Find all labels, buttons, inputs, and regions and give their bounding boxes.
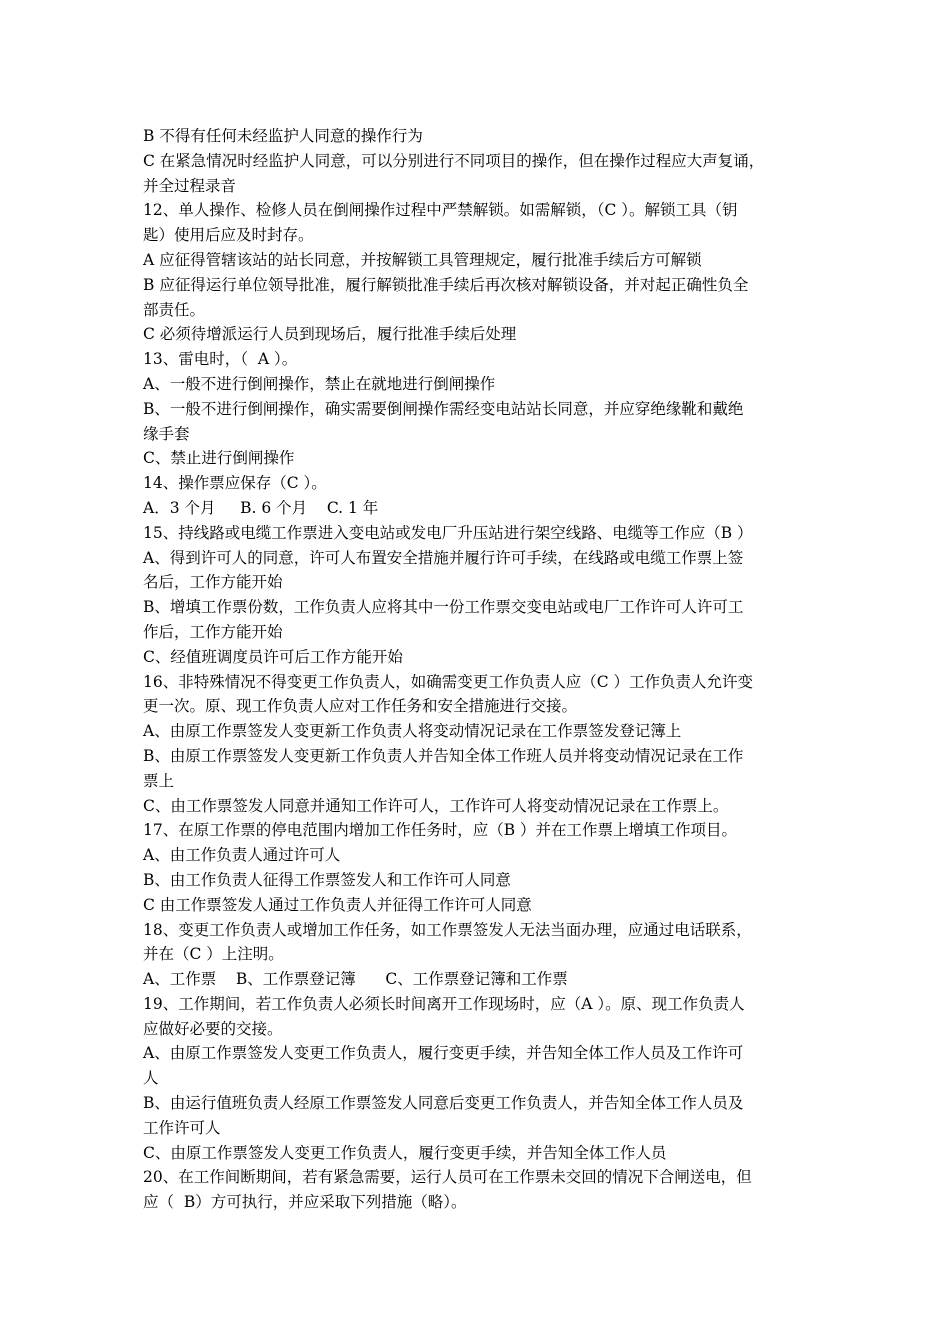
text-line: B、由运行值班负责人经原工作票签发人同意后变更工作负责人，并告知全体工作人员及 bbox=[143, 1094, 744, 1113]
text-line: 17、在原工作票的停电范围内增加工作任务时，应（B ）并在工作票上增填工作项目。 bbox=[143, 821, 738, 840]
text-line: C、禁止进行倒闸操作 bbox=[143, 449, 295, 468]
text-line: 应做好必要的交接。 bbox=[143, 1019, 283, 1038]
text-line: A、得到许可人的同意，许可人布置安全措施并履行许可手续，在线路或电缆工作票上签 bbox=[143, 548, 744, 567]
text-line: 20、在工作间断期间，若有紧急需要，运行人员可在工作票未交回的情况下合闸送电，但 bbox=[143, 1168, 752, 1187]
text-line: B、一般不进行倒闸操作，确实需要倒闸操作需经变电站站长同意，并应穿绝缘靴和戴绝 bbox=[143, 399, 744, 418]
text-line: A、工作票 B、工作票登记簿 C、工作票登记簿和工作票 bbox=[143, 970, 568, 989]
text-line: 并全过程录音 bbox=[143, 176, 237, 195]
text-line: 14、操作票应保存（C ）。 bbox=[143, 474, 327, 493]
text-line: 匙）使用后应及时封存。 bbox=[143, 226, 314, 245]
text-line: 票上 bbox=[143, 771, 175, 790]
text-line: 更一次。原、现工作负责人应对工作任务和安全措施进行交接。 bbox=[143, 697, 578, 716]
text-line: B、增填工作票份数，工作负责人应将其中一份工作票交变电站或电厂工作许可人许可工 bbox=[143, 598, 744, 617]
text-line: 人 bbox=[143, 1069, 159, 1088]
text-line: B、由原工作票签发人变更新工作负责人并告知全体工作班人员并将变动情况记录在工作 bbox=[143, 746, 744, 765]
text-line: A．3 个月 B. 6 个月 C. 1 年 bbox=[143, 498, 379, 517]
text-line: 15、持线路或电缆工作票进入变电站或发电厂升压站进行架空线路、电缆等工作应（B ） bbox=[143, 523, 753, 542]
text-line: 作后，工作方能开始 bbox=[143, 622, 283, 641]
text-line: 13、雷电时，（ A ）。 bbox=[143, 350, 298, 369]
text-line: C、由工作票签发人同意并通知工作许可人，工作许可人将变动情况记录在工作票上。 bbox=[143, 796, 729, 815]
text-line: A、由原工作票签发人变更新工作负责人将变动情况记录在工作票签发登记簿上 bbox=[143, 722, 682, 741]
text-line: 19、工作期间，若工作负责人必须长时间离开工作现场时，应（A ）。原、现工作负责人 bbox=[143, 994, 745, 1013]
text-line: 18、变更工作负责人或增加工作任务，如工作票签发人无法当面办理，应通过电话联系， bbox=[143, 920, 752, 939]
text-line: 部责任。 bbox=[143, 300, 206, 319]
text-line: A、由原工作票签发人变更工作负责人，履行变更手续，并告知全体工作人员及工作许可 bbox=[143, 1044, 744, 1063]
text-line: 并在（C ）上注明。 bbox=[143, 945, 284, 964]
text-line: C、经值班调度员许可后工作方能开始 bbox=[143, 647, 403, 666]
text-line: 名后，工作方能开始 bbox=[143, 573, 283, 592]
text-line: C 在紧急情况时经监护人同意，可以分别进行不同项目的操作，但在操作过程应大声复诵， bbox=[143, 151, 765, 170]
text-line: B、由工作负责人征得工作票签发人和工作许可人同意 bbox=[143, 870, 511, 889]
text-line: A、由工作负责人通过许可人 bbox=[143, 846, 341, 865]
text-line: B 应征得运行单位领导批准，履行解锁批准手续后再次核对解锁设备，并对起正确性负全 bbox=[143, 275, 749, 294]
text-line: 12、单人操作、检修人员在倒闸操作过程中严禁解锁。如需解锁，（C ）。解锁工具（钥 bbox=[143, 201, 738, 220]
text-line: C 由工作票签发人通过工作负责人并征得工作许可人同意 bbox=[143, 895, 532, 914]
text-line: 16、非特殊情况不得变更工作负责人，如确需变更工作负责人应（C ）工作负责人允许变 bbox=[143, 672, 754, 691]
text-line: 应（ B）方可执行，并应采取下列措施（略）。 bbox=[143, 1193, 467, 1212]
document-body bbox=[143, 124, 818, 1215]
text-line: A 应征得管辖该站的站长同意，并按解锁工具管理规定，履行批准手续后方可解锁 bbox=[143, 250, 702, 269]
text-line: A、一般不进行倒闸操作，禁止在就地进行倒闸操作 bbox=[143, 374, 496, 393]
text-line: 工作许可人 bbox=[143, 1118, 221, 1137]
text-line: C、由原工作票签发人变更工作负责人，履行变更手续，并告知全体工作人员 bbox=[143, 1143, 667, 1162]
text-line: C 必须待增派运行人员到现场后，履行批准手续后处理 bbox=[143, 325, 517, 344]
text-line: B 不得有任何未经监护人同意的操作行为 bbox=[143, 127, 423, 145]
text-line: 缘手套 bbox=[143, 424, 190, 443]
